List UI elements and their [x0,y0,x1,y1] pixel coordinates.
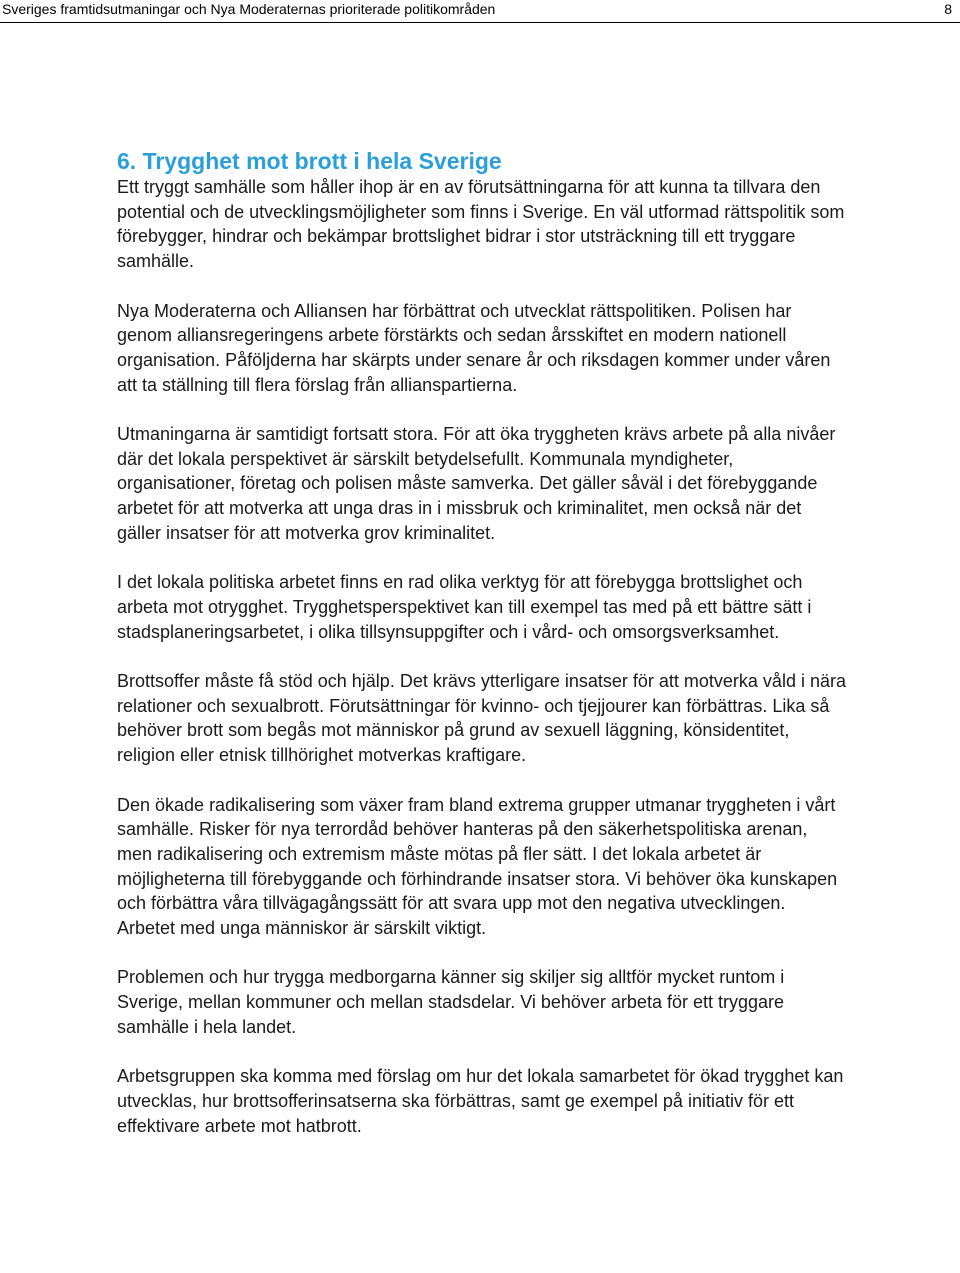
paragraph-5: Brottsoffer måste få stöd och hjälp. Det krävs ytterligare insatser för att motverka våld i nära relationer och sexualbrott. Förutsättningar för kvinno- och tjejjourer kan förbättras. Lika så behöver brott som begås mot människor på grund av sexuell läggning, könsidentitet, religion eller etnisk tillhörighet motverkas kraftigare. [117,671,846,766]
section-content [117,147,847,1138]
paragraph-8: Arbetsgruppen ska komma med förslag om hur det lokala samarbetet för ökad trygghet kan utvecklas, hur brottsofferinsatserna ska förbättras, samt ge exempel på initiativ för ett effektivare arbete mot hatbrott. [117,1066,844,1136]
running-title: Sveriges framtidsutmaningar och Nya Moderaternas prioriterade politikområden [2,1,496,17]
paragraph-1: Ett tryggt samhälle som håller ihop är en av förutsättningarna för att kunna ta tillvara den potential och de utvecklingsmöjligheter som finns i Sverige. En väl utformad rättspolitik som förebygger, hindrar och bekämpar brottslighet bidrar i stor utsträckning till ett tryggare samhälle. [117,177,845,272]
section-heading: 6. Trygghet mot brott i hela Sverige [117,148,502,174]
running-header [0,0,960,23]
paragraph-4: I det lokala politiska arbetet finns en rad olika verktyg för att förebygga brottslighet och arbeta mot otrygghet. Trygghetsperspektivet kan till exempel tas med på ett bättre sätt i stadsplaneringsarbetet, i olika tillsynsuppgifter och i vård- och omsorgsverksamhet. [117,572,812,642]
page-number: 8 [944,1,952,17]
paragraph-7: Problemen och hur trygga medborgarna känner sig skiljer sig alltför mycket runtom i Sverige, mellan kommuner och mellan stadsdelar. Vi behöver arbeta för ett tryggare samhälle i hela landet. [117,967,785,1037]
paragraph-3: Utmaningarna är samtidigt fortsatt stora. För att öka tryggheten krävs arbete på alla nivåer där det lokala perspektivet är särskilt betydelsefullt. Kommunala myndigheter, organisationer, företag och polisen måste samverka. Det gäller såväl i det förebyggande arbetet för att motverka att unga dras in i missbruk och kriminalitet, men också när det gäller insatser för att motverka grov kriminalitet. [117,424,836,543]
paragraph-6: Den ökade radikalisering som växer fram bland extrema grupper utmanar tryggheten i vårt samhälle. Risker för nya terrordåd behöver hanteras på den säkerhetspolitiska arenan, men radikalisering och extremism måste mötas på fler sätt. I det lokala arbetet är möjligheterna till förebyggande och förhindrande insatser stora. Vi behöver öka kunskapen och förbättra våra tillvägagångssätt för att svara upp mot den negativa utvecklingen. Arbetet med unga människor är särskilt viktigt. [117,794,838,939]
paragraph-2: Nya Moderaterna och Alliansen har förbättrat och utvecklat rättspolitiken. Polisen har genom alliansregeringens arbete förstärkts och sedan årsskiftet en modern nationell organisation. Påföljderna har skärpts under senare år och riksdagen kommer under våren att ta ställning till flera förslag från allianspartierna. [117,300,831,395]
